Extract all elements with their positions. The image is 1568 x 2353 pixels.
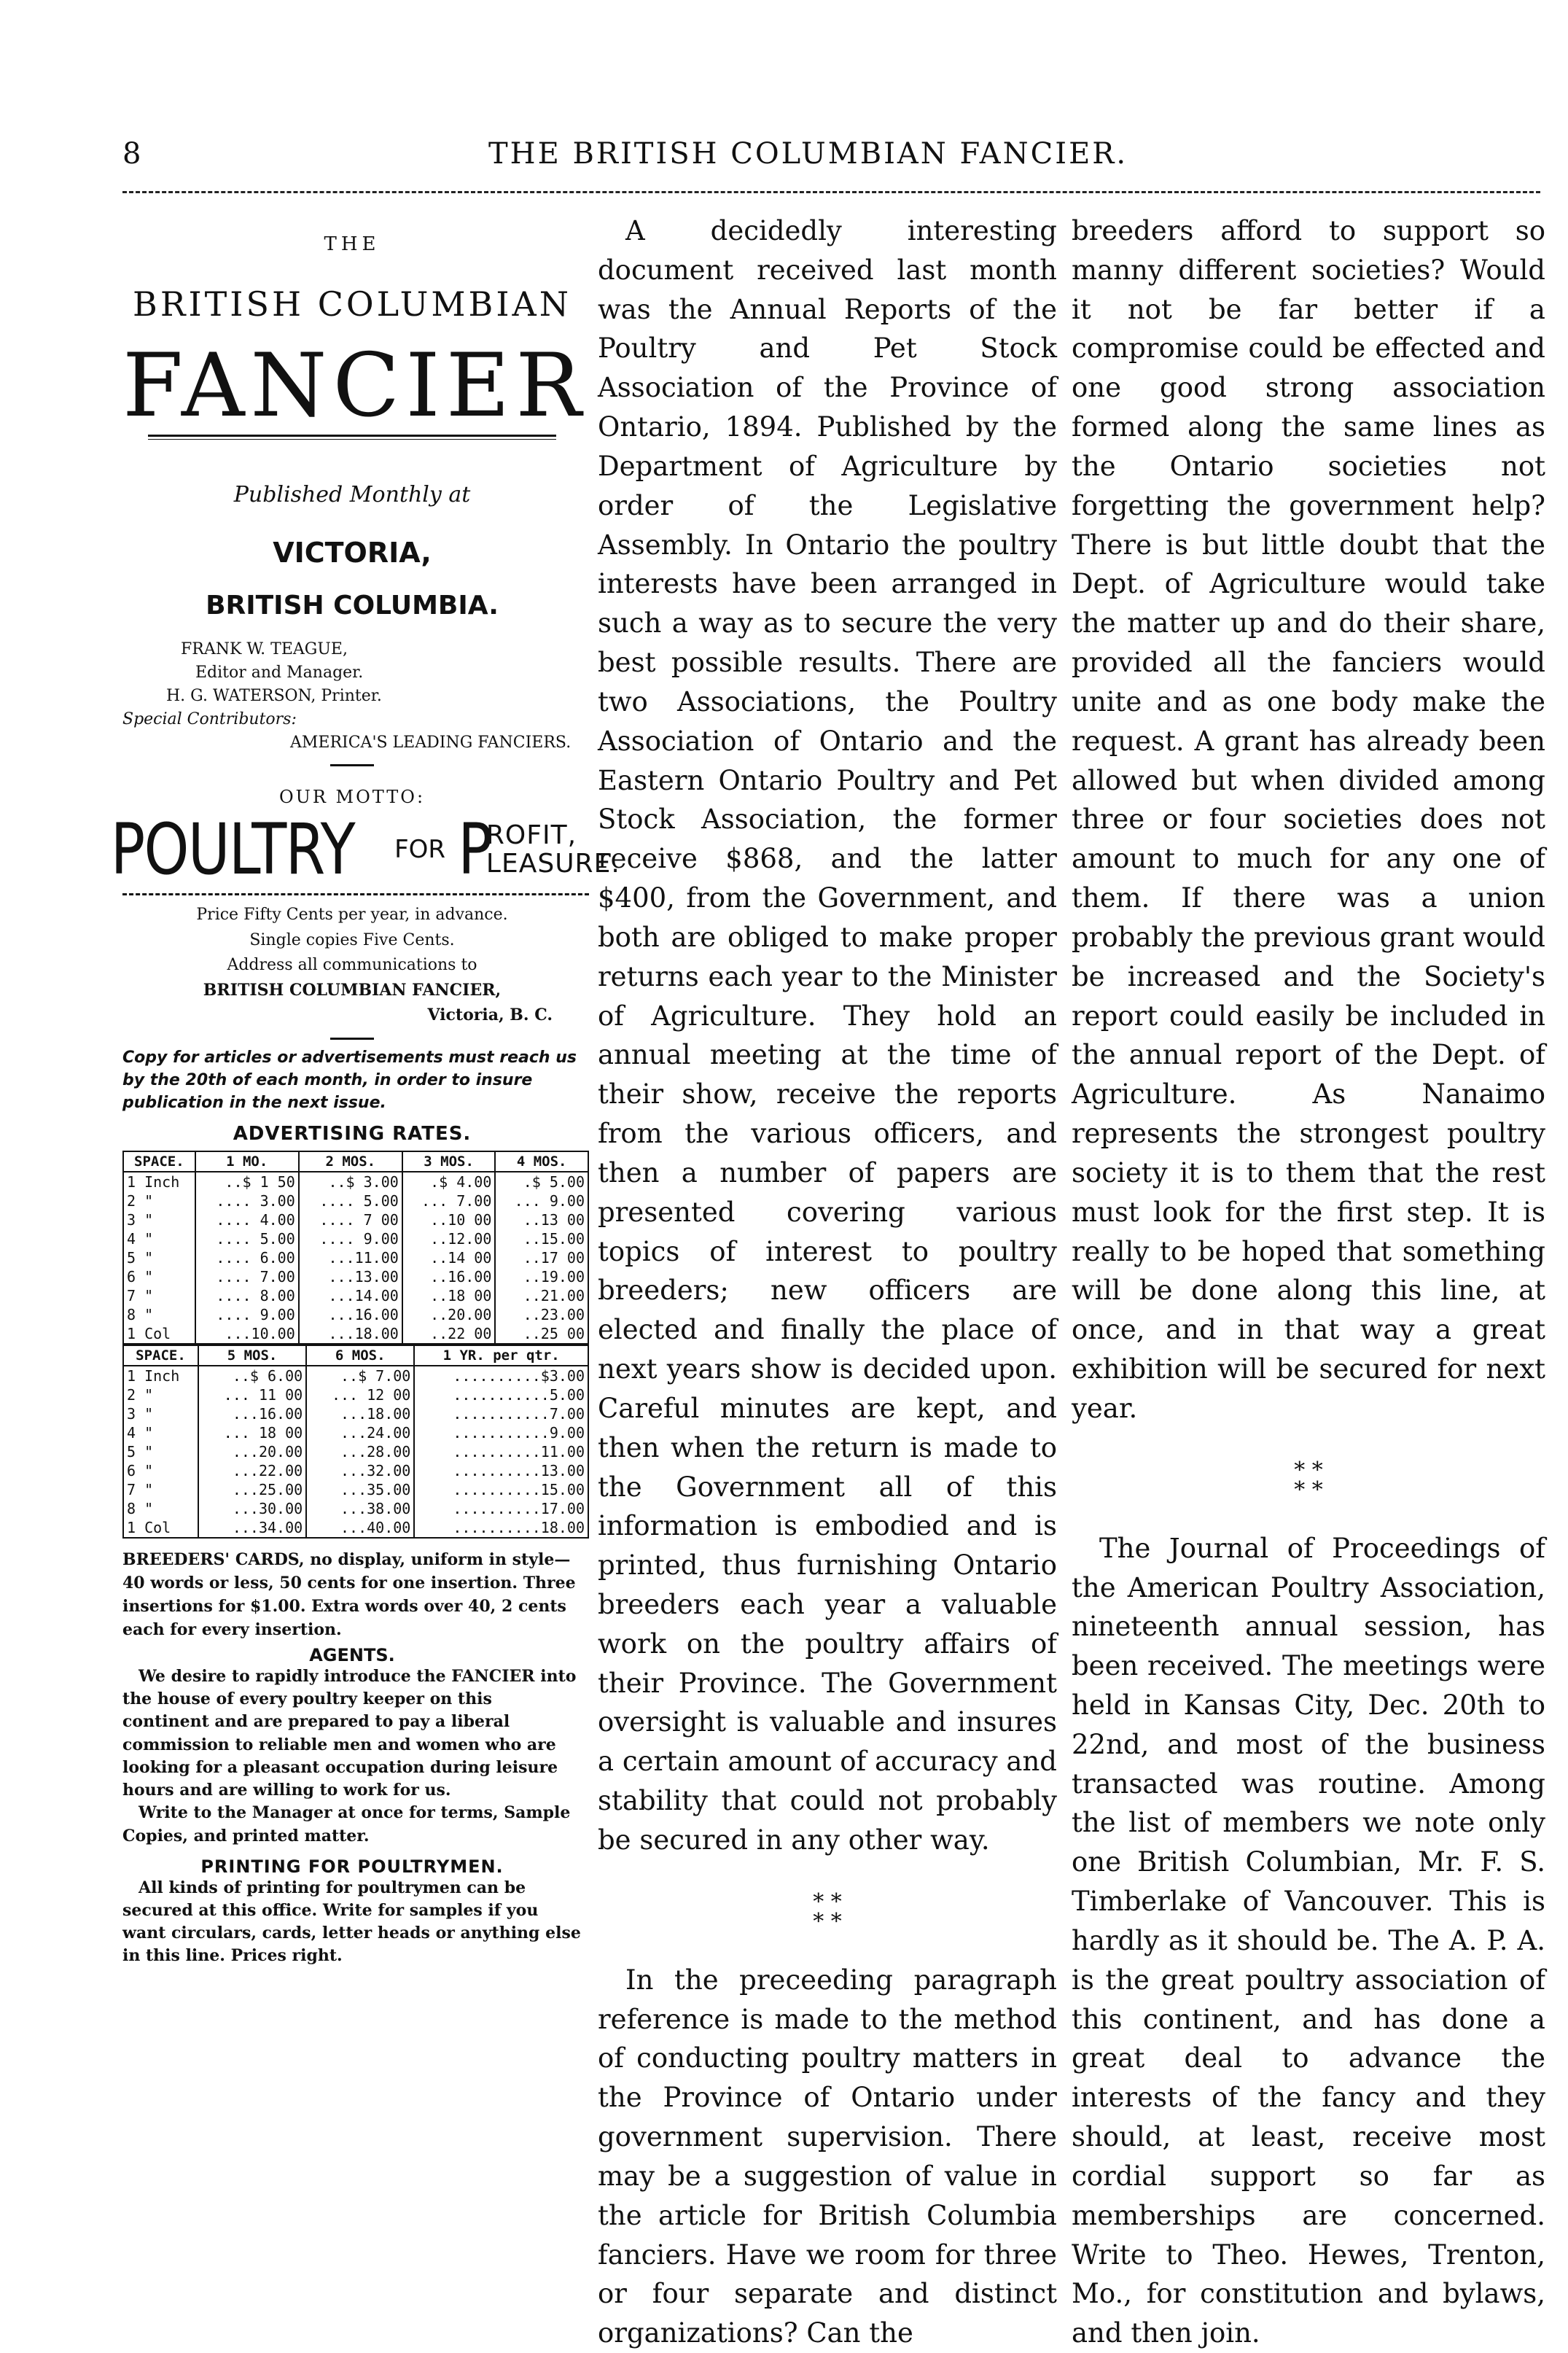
agents-heading: AGENTS. <box>309 1644 395 1665</box>
rates-space-cell: 4 " <box>123 1423 198 1442</box>
rates-price-cell: ..14 00 <box>402 1248 496 1267</box>
rates-price-cell: ...35.00 <box>306 1480 414 1499</box>
rates-price-cell: ..15.00 <box>495 1229 588 1248</box>
rates-price-cell: .... 7.00 <box>195 1267 299 1286</box>
rates-price-cell: ...40.00 <box>306 1518 414 1538</box>
rates-row <box>123 1210 588 1229</box>
rates-row <box>123 1286 588 1305</box>
rates-price-cell: ...20.00 <box>198 1442 306 1461</box>
rates-space-cell: 1 Col <box>123 1324 195 1344</box>
rates-price-cell: ...13.00 <box>299 1267 402 1286</box>
motto <box>110 809 620 891</box>
rates-price-cell: ..........18.00 <box>414 1518 588 1538</box>
motto-for: FOR <box>394 835 446 865</box>
divider <box>330 764 374 766</box>
contributors: AMERICA'S LEADING FANCIERS. <box>290 733 572 752</box>
rates-table-1 <box>122 1151 589 1345</box>
rates-price-cell: ..10 00 <box>402 1210 496 1229</box>
rates-price-cell: ...18.00 <box>306 1404 414 1423</box>
masthead-fancier: FANCIER <box>122 335 588 437</box>
rates-space-cell: 1 Inch <box>123 1366 198 1385</box>
rates-price-cell: ..13 00 <box>495 1210 588 1229</box>
section-stars: * * * * <box>813 1889 842 1934</box>
rates-space-cell: 2 " <box>123 1385 198 1404</box>
price-line-2: Single copies Five Cents. <box>249 930 455 949</box>
rates-price-cell: ..16.00 <box>402 1267 496 1286</box>
price-line-1: Price Fifty Cents per year, in advance. <box>196 906 508 925</box>
price-block <box>122 903 582 1114</box>
rates-column-header: 5 MOS. <box>198 1345 306 1366</box>
editor-name: FRANK W. TEAGUE, <box>181 640 348 658</box>
rates-price-cell: .$ 4.00 <box>402 1172 496 1191</box>
rates-table-2 <box>122 1345 589 1539</box>
price-line-5: Victoria, B. C. <box>427 1005 553 1024</box>
rates-column-header: 4 MOS. <box>495 1151 588 1172</box>
rates-row <box>123 1423 588 1442</box>
rates-price-cell: .... 6.00 <box>195 1248 299 1267</box>
rates-price-cell: ..........17.00 <box>414 1499 588 1518</box>
rates-row <box>123 1248 588 1267</box>
rates-price-cell: ..18 00 <box>402 1286 496 1305</box>
section-stars: * * * * <box>1294 1457 1323 1503</box>
advertising-heading: ADVERTISING RATES. <box>233 1123 472 1146</box>
rates-row <box>123 1324 588 1344</box>
article-preceeding-continued: breeders afford to support so manny different societies? Would it not be far better if a compromise could be effected and one good strong association formed along the same lines as the Ontario societies not forgetting the government help? There is but little doubt that the Dept. of Agriculture would take the matter up and do their share, provided all the fanciers would unite and as one body make the request. A grant has already been allowed but when divided among three or four societies does not amount to much for any one of them. If there was a union probably the previous grant would be increased and the Society's report could easily be included in the annual report of the Dept. of Agriculture. As Nanaimo represents the strongest poultry society it is to them that the rest must look for the first step. It is really to be hoped that something will be done along this line, at once, and in that way a great exhibition will be secured for next year. <box>1072 215 1545 1424</box>
rates-price-cell: ...........5.00 <box>414 1385 588 1404</box>
rates-price-cell: ..........11.00 <box>414 1442 588 1461</box>
rates-row <box>123 1191 588 1210</box>
rates-price-cell: ...18.00 <box>299 1324 402 1344</box>
rates-price-cell: ..........13.00 <box>414 1461 588 1480</box>
rates-price-cell: ..$ 3.00 <box>299 1172 402 1191</box>
motto-p: P <box>458 809 493 891</box>
masthead-the: THE <box>324 233 381 255</box>
rates-price-cell: ...25.00 <box>198 1480 306 1499</box>
rates-price-cell: ...10.00 <box>195 1324 299 1344</box>
page-number: 8 <box>122 137 141 171</box>
motto-label: OUR MOTTO: <box>278 787 426 808</box>
article-column-2 <box>598 211 1057 2353</box>
printer-credit: H. G. WATERSON, Printer. <box>166 686 382 705</box>
rates-price-cell: ..21.00 <box>495 1286 588 1305</box>
rates-price-cell: ..20.00 <box>402 1305 496 1324</box>
rates-price-cell: .... 7 00 <box>299 1210 402 1229</box>
rates-price-cell: ..17 00 <box>495 1248 588 1267</box>
published-monthly: Published Monthly at <box>233 482 471 507</box>
price-line-3: Address all communications to <box>227 955 477 974</box>
rates-price-cell: ... 12 00 <box>306 1385 414 1404</box>
rates-space-cell: 5 " <box>123 1442 198 1461</box>
rates-price-cell: ..........15.00 <box>414 1480 588 1499</box>
rates-price-cell: ..19.00 <box>495 1267 588 1286</box>
rates-price-cell: ..$ 1 50 <box>195 1172 299 1191</box>
rates-price-cell: ...........9.00 <box>414 1423 588 1442</box>
rates-space-cell: 8 " <box>123 1305 195 1324</box>
header-rule <box>122 191 1540 193</box>
printing-paragraph: All kinds of printing for poultrymen can be secured at this office. Write for samples if you want circulars, cards, letter heads or anything else in this line. Prices right. <box>122 1878 581 1966</box>
rates-space-cell: 8 " <box>123 1499 198 1518</box>
rates-price-cell: .... 9.00 <box>195 1305 299 1324</box>
rates-price-cell: .... 5.00 <box>299 1191 402 1210</box>
divider <box>330 1038 374 1040</box>
rates-space-cell: 7 " <box>123 1286 195 1305</box>
rates-row <box>123 1442 588 1461</box>
rates-price-cell: ...28.00 <box>306 1442 414 1461</box>
rates-row <box>123 1229 588 1248</box>
rates-row <box>123 1267 588 1286</box>
rates-row <box>123 1480 588 1499</box>
rates-price-cell: .... 8.00 <box>195 1286 299 1305</box>
price-line-4: BRITISH COLUMBIAN FANCIER, <box>203 980 502 1000</box>
rates-price-cell: .... 3.00 <box>195 1191 299 1210</box>
rates-space-cell: 7 " <box>123 1480 198 1499</box>
rates-price-cell: ..........$3.00 <box>414 1366 588 1385</box>
rates-price-cell: .... 4.00 <box>195 1210 299 1229</box>
rates-space-cell: 1 Col <box>123 1518 198 1538</box>
rates-price-cell: ...38.00 <box>306 1499 414 1518</box>
rates-price-cell: ..22 00 <box>402 1324 496 1344</box>
rates-space-cell: 3 " <box>123 1210 195 1229</box>
rates-row <box>123 1385 588 1404</box>
rates-price-cell: ...16.00 <box>299 1305 402 1324</box>
rates-price-cell: ...24.00 <box>306 1423 414 1442</box>
printing-heading: PRINTING FOR POULTRYMEN. <box>200 1856 504 1877</box>
motto-leasure: LEASURE. <box>485 849 620 879</box>
rates-price-cell: ...11.00 <box>299 1248 402 1267</box>
rates-space-cell: 6 " <box>123 1461 198 1480</box>
rates-column-header: 1 MO. <box>195 1151 299 1172</box>
rates-column-header: SPACE. <box>123 1151 195 1172</box>
rates-row <box>123 1461 588 1480</box>
rates-price-cell: ..12.00 <box>402 1229 496 1248</box>
rates-column-header: 6 MOS. <box>306 1345 414 1366</box>
article-column-3 <box>1072 211 1545 2353</box>
rates-row <box>123 1366 588 1385</box>
rates-price-cell: ...16.00 <box>198 1404 306 1423</box>
rates-space-cell: 3 " <box>123 1404 198 1423</box>
rates-column-header: 2 MOS. <box>299 1151 402 1172</box>
rates-price-cell: ...22.00 <box>198 1461 306 1480</box>
masthead-british-columbian: BRITISH COLUMBIAN <box>133 284 572 324</box>
article-ontario-reports: A decidedly interesting document received last month was the Annual Reports of the Poultry and Pet Stock Association of the Province of Ontario, 1894. Published by the Department of Agriculture by order of the Legislative Assembly. In Ontario the poultry interests have been arranged in such a way as to secure the very best possible results. There are two Associations, the Poultry Association of Ontario and the Eastern Ontario Poultry and Pet Stock Association, the former receive $868, and the latter $400, from the Government, and both are obliged to make proper returns each year to the Minister of Agriculture. They hold an annual meeting at the time of their show, receive the reports from the various officers, and then a number of papers are presented covering various topics of interest to poultry breeders; new officers are elected and finally the place of next years show is decided upon. Careful minutes are kept, and then when the return is made to the Government all of this information is embodied and is printed, thus furnishing Ontario breeders each year a valuable work on the poultry affairs of their Province. The Government oversight is valuable and insures a certain amount of accuracy and stability that could not probably be secured in any other way. <box>598 215 1057 1856</box>
rates-price-cell: ...........7.00 <box>414 1404 588 1423</box>
motto-poultry: POULTRY <box>110 809 355 891</box>
copy-deadline: Copy for articles or advertisements must reach us by the 20th of each month, in order to insure publication in the next issue. <box>122 1048 577 1112</box>
rates-price-cell: ..$ 7.00 <box>306 1366 414 1385</box>
rates-price-cell: .... 5.00 <box>195 1229 299 1248</box>
rates-price-cell: ..25 00 <box>495 1324 588 1344</box>
rates-column-header: SPACE. <box>123 1345 198 1366</box>
staff-list <box>122 638 582 754</box>
rates-row <box>123 1404 588 1423</box>
rates-row <box>123 1518 588 1538</box>
editor-title: Editor and Manager. <box>195 663 364 682</box>
rates-space-cell: 5 " <box>123 1248 195 1267</box>
masthead-column <box>110 211 620 1968</box>
motto-rule <box>122 893 589 895</box>
rates-column-header: 1 YR. per qtr. <box>414 1345 588 1366</box>
rates-column-header: 3 MOS. <box>402 1151 496 1172</box>
rates-price-cell: ..$ 6.00 <box>198 1366 306 1385</box>
city: VICTORIA, <box>273 537 432 569</box>
rates-price-cell: ... 9.00 <box>495 1191 588 1210</box>
rates-row <box>123 1305 588 1324</box>
rates-price-cell: .... 9.00 <box>299 1229 402 1248</box>
rates-price-cell: ...30.00 <box>198 1499 306 1518</box>
rates-space-cell: 2 " <box>123 1191 195 1210</box>
rates-price-cell: ... 7.00 <box>402 1191 496 1210</box>
article-preceeding-paragraph: In the preceeding paragraph reference is made to the method of conducting poultry matters in the Province of Ontario under government supervision. There may be a suggestion of value in the article for British Columbia fanciers. Have we room for three or four separate and distinct organizations? Can the <box>598 1964 1057 2349</box>
rates-price-cell: ... 11 00 <box>198 1385 306 1404</box>
agents-paragraph-2: Write to the Manager at once for terms, Sample Copies, and printed matter. <box>122 1803 571 1846</box>
running-head: THE BRITISH COLUMBIAN FANCIER. <box>488 137 1128 171</box>
rates-price-cell: .$ 5.00 <box>495 1172 588 1191</box>
rates-space-cell: 4 " <box>123 1229 195 1248</box>
rates-price-cell: ...34.00 <box>198 1518 306 1538</box>
rates-price-cell: ..23.00 <box>495 1305 588 1324</box>
rates-space-cell: 1 Inch <box>123 1172 195 1191</box>
rates-price-cell: ...14.00 <box>299 1286 402 1305</box>
rates-row <box>123 1172 588 1191</box>
agents-paragraph-1: We desire to rapidly introduce the FANCIER into the house of every poultry keeper on this continent and are prepared to pay a liberal commission to reliable men and women who are looking for a pleasant occupation during leisure hours and are willing to work for us. <box>122 1666 577 1800</box>
rates-price-cell: ...32.00 <box>306 1461 414 1480</box>
rates-row <box>123 1499 588 1518</box>
breeders-cards: BREEDERS' CARDS, no display, uniform in style—40 words or less, 50 cents for one insertion. Three insertions for $1.00. Extra words over 40, 2 cents each for every insertion. <box>122 1550 576 1639</box>
motto-profit: ROFIT, <box>485 820 577 850</box>
article-apa-journal: The Journal of Proceedings of the American Poultry Association, nineteenth annual session, has been received. The meetings were held in Kansas City, Dec. 20th to 22nd, and most of the business transacted was routine. Among the list of members we note only one British Columbian, Mr. F. S. Timberlake of Vancouver. This is hardly as it should be. The A. P. A. is the great poultry association of this continent, and has done a great deal to advance the interests of the fancy and they should, at least, receive most cordial support so far as memberships are concerned. Write to Theo. Hewes, Trenton, Mo., for constitution and bylaws, and then join. <box>1072 1532 1545 2349</box>
rates-space-cell: 6 " <box>123 1267 195 1286</box>
province: BRITISH COLUMBIA. <box>206 591 499 621</box>
rates-price-cell: ... 18 00 <box>198 1423 306 1442</box>
contributors-label: Special Contributors: <box>122 709 297 728</box>
